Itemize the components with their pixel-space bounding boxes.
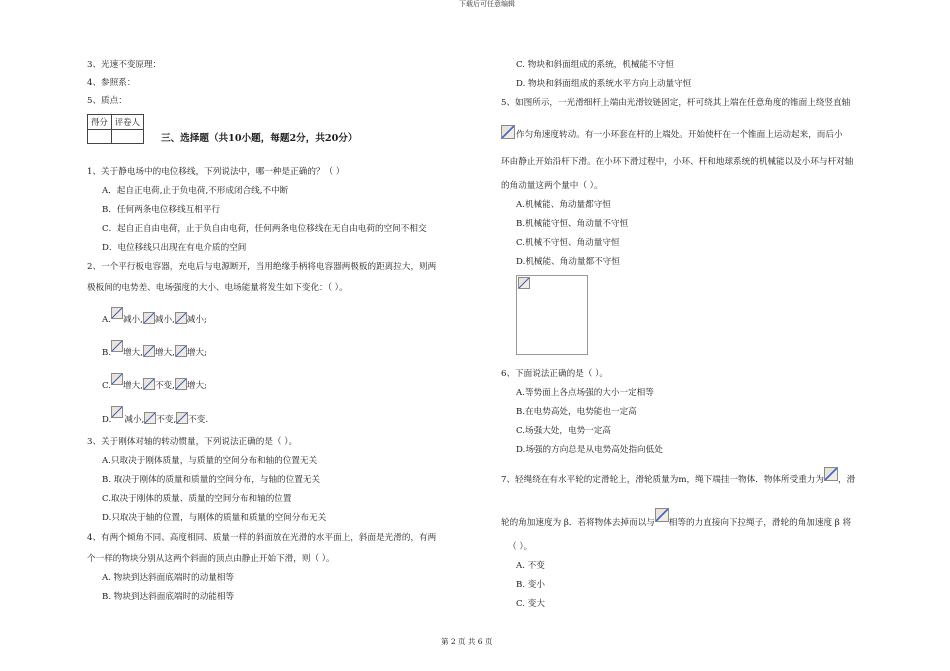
q1-option-b: B．任何两条电位移线互相平行 — [102, 205, 221, 215]
option-label: B. — [102, 348, 112, 358]
option-part: 不变, — [154, 381, 175, 391]
prev-item-5: 5、质点： — [87, 96, 127, 106]
formula-image-icon — [824, 467, 838, 481]
q1-option-d: D．电位移线只出现在有电介质的空间 — [102, 243, 247, 253]
option-part: 减小, — [124, 415, 145, 425]
option-part: 增大, — [154, 348, 175, 358]
score-cell — [88, 130, 112, 144]
q6-stem: 6、下面说法正确的是（ ）。 — [501, 369, 609, 379]
formula-image-icon — [111, 340, 123, 352]
q7-stem-line2-text: 轮的角加速度为 β．若将物体去掉而以与 — [501, 518, 655, 528]
q5-option-c: C.机械不守恒、角动量守恒 — [516, 238, 620, 248]
q7-stem-line1 — [501, 467, 855, 486]
q5-figure-image — [516, 275, 588, 355]
q2-option-a — [102, 307, 207, 326]
q7-stem-line3: （ ）。 — [508, 542, 533, 552]
q1-stem: 1、关于静电场中的电位移线，下列说法中，哪一种是正确的？（ ） — [87, 167, 345, 177]
formula-image-icon — [143, 312, 155, 324]
q4-option-a: A. 物块到达斜面底端时的动量相等 — [102, 573, 234, 583]
q2-option-d — [102, 406, 208, 426]
option-part: 减小, — [122, 315, 143, 325]
q3-option-d: D.只取决于轴的位置，与刚体的质量和质量的空间分布无关 — [102, 513, 327, 523]
q5-option-a: A.机械能、角动量都守恒 — [516, 200, 611, 210]
q4-stem-line2: 个一样的物块分别从这两个斜面的顶点由静止开始下滑，则（ ）。 — [87, 554, 335, 564]
option-part: 增大, — [123, 381, 143, 391]
formula-image-icon — [175, 378, 187, 390]
formula-image-icon — [175, 312, 187, 324]
option-part: 不变. — [188, 415, 209, 425]
q5-option-b: B.机械能守恒、角动量不守恒 — [516, 219, 629, 229]
q6-option-b: B.在电势高处，电势能也一定高 — [516, 407, 637, 417]
q7-stem-line2-tail: 相等的力直接向下拉绳子，滑轮的角加速度 β 将 — [668, 518, 852, 528]
option-part: 减小; — [186, 315, 207, 325]
q4-option-c: C. 物块和斜面组成的系统，机械能不守恒 — [516, 60, 674, 70]
grader-cell — [111, 130, 143, 144]
formula-image-icon — [111, 307, 123, 319]
q2-stem-line2: 极板间的电势差、电场强度的大小、电场能量将发生如下变化：（ ）。 — [87, 283, 348, 293]
formula-image-icon — [501, 125, 515, 139]
q7-stem-line2 — [501, 508, 851, 529]
q4-option-b: B. 物块到达斜面底端时的动能相等 — [102, 592, 235, 602]
q7-option-c: C. 变大 — [516, 599, 545, 609]
q5-stem-line2 — [501, 125, 843, 141]
formula-image-icon — [111, 406, 123, 418]
score-table — [87, 114, 144, 144]
prev-item-3: 3、光速不变原理： — [87, 60, 162, 70]
q1-option-a: A．起自正电荷,止于负电荷,不形成闭合线,不中断 — [102, 186, 289, 196]
q4-stem-line1: 4、有两个倾角不同、高度相同、质量一样的斜面放在光滑的水平面上，斜面是光滑的，有两 — [87, 533, 437, 543]
q2-option-b — [102, 340, 207, 359]
formula-image-icon — [655, 508, 669, 522]
q7-stem-line1-tail: ，滑 — [838, 475, 856, 485]
option-label: D. — [102, 415, 112, 425]
option-part: 增大; — [186, 381, 207, 391]
q5-option-d: D.机械能、角动量都不守恒 — [516, 257, 620, 267]
score-header: 得分 — [88, 115, 112, 130]
q3-stem: 3、关于刚体对轴的转动惯量，下列说法正确的是（ ）。 — [87, 437, 298, 447]
q3-option-a: A.只取决于刚体质量，与质量的空间分布和轴的位置无关 — [102, 456, 318, 466]
option-part: 增大; — [186, 348, 207, 358]
formula-image-icon — [176, 412, 188, 424]
option-part: 不变, — [156, 415, 177, 425]
q7-option-a: A. 不变 — [516, 561, 545, 571]
broken-image-icon — [518, 277, 530, 289]
q6-option-d: D.场强的方向总是从电势高处指向低处 — [516, 445, 663, 455]
formula-image-icon — [144, 412, 156, 424]
page-number: 第 2 页 共 6 页 — [441, 637, 493, 646]
formula-image-icon — [175, 345, 187, 357]
q4-option-d: D. 物块和斜面组成的系统水平方向上动量守恒 — [516, 79, 692, 89]
q2-option-c — [102, 373, 207, 392]
q6-option-a: A.等势面上各点场强的大小一定相等 — [516, 388, 654, 398]
q6-option-c: C.场强大处，电势一定高 — [516, 426, 611, 436]
q5-stem-line2-text: 作匀角速度转动。有一小环套在杆的上端处。开始使杆在一个锥面上运动起来，而后小 — [516, 130, 843, 140]
q3-option-c: C.取决于刚体的质量、质量的空间分布和轴的位置 — [102, 494, 292, 504]
q5-stem-line4: 的角动量这两个量中（ ）。 — [501, 181, 603, 191]
q7-stem-line1-text: 7、轻绳绕在有水平轮的定滑轮上，滑轮质量为m，绳下端挂一物体．物体所受重力为 — [501, 475, 824, 485]
q1-option-c: C．起自正自由电荷，止于负自由电荷，任何两条电位移线在无自由电荷的空间不相交 — [102, 224, 427, 234]
grader-header: 评卷人 — [111, 115, 143, 130]
option-part: 增大, — [123, 348, 143, 358]
header-note: 下载后可任意编辑 — [459, 0, 515, 8]
option-label: C. — [102, 381, 112, 391]
formula-image-icon — [143, 378, 155, 390]
section-title: 三、选择题（共10小题，每题2分，共20分） — [161, 133, 358, 144]
q5-stem-line3: 环由静止开始沿杆下滑。在小环下滑过程中，小环、杆和地球系统的机械能以及小环与杆对轴 — [501, 157, 854, 167]
formula-image-icon — [143, 345, 155, 357]
q7-option-b: B. 变小 — [516, 580, 545, 590]
q5-stem-line1: 5、如图所示，一光滑细杆上端由光滑铰链固定，杆可绕其上端在任意角度的锥面上绕竖直轴 — [501, 98, 851, 108]
q3-option-b: B. 取决于刚体的质量和质量的空间分布，与轴的位置无关 — [102, 475, 321, 485]
formula-image-icon — [111, 373, 123, 385]
option-label: A. — [102, 315, 111, 325]
option-part: 减小, — [154, 315, 175, 325]
q2-stem-line1: 2、一个平行板电容器，充电后与电源断开，当用绝缘手柄将电容器两极板的距离拉大，则两 — [87, 262, 437, 272]
prev-item-4: 4、参照系： — [87, 78, 136, 88]
